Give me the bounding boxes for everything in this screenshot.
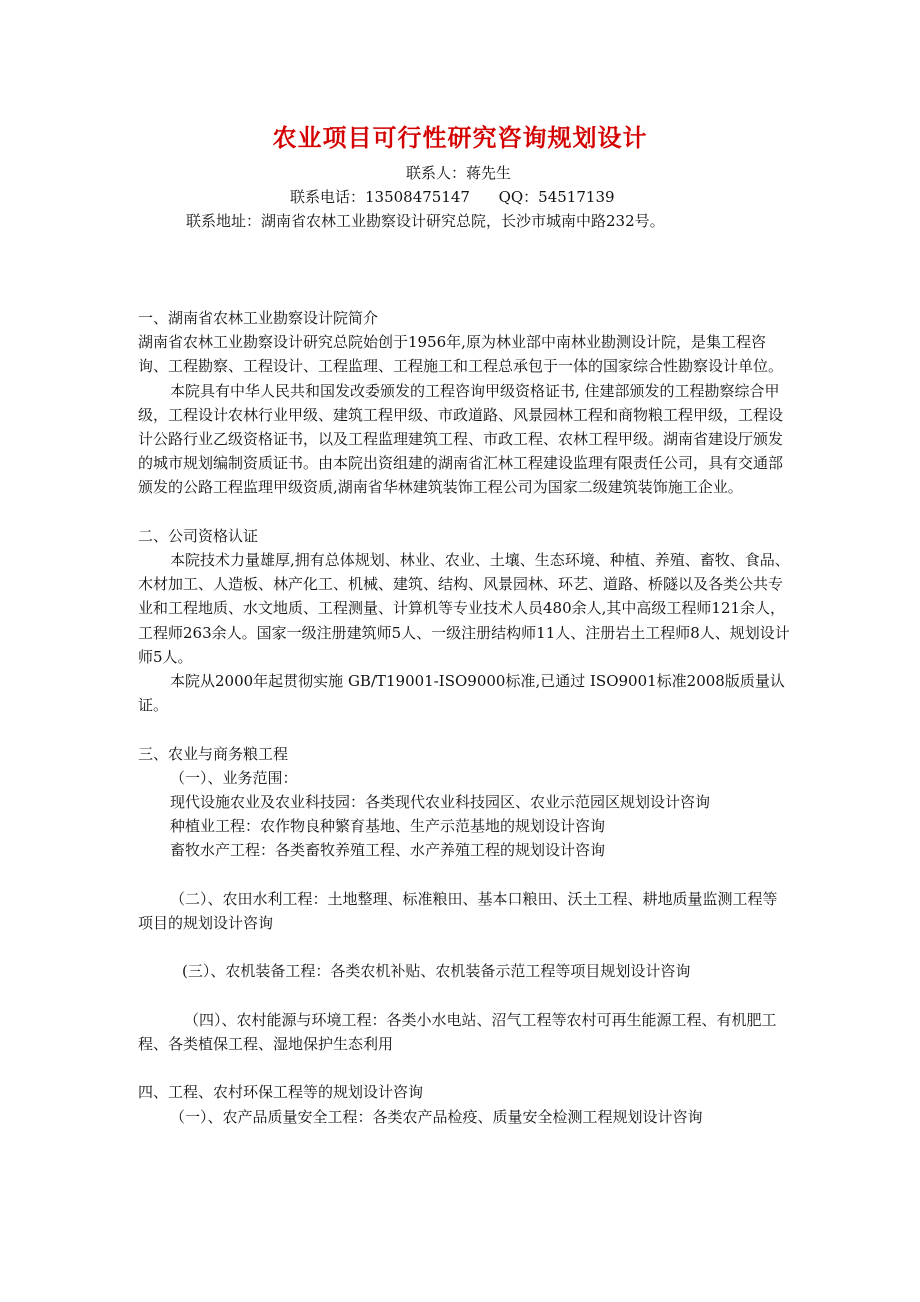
section-1-paragraph-1: 湖南省农林工业勘察设计研究总院始创于1956年,原为林业部中南林业勘测设计院，是集工程咨询、工程勘察、工程设计、工程监理、工程施工和工程总承包于一体的国家综合性勘察设计单位。: [138, 333, 784, 376]
section-1-heading: 一、湖南省农林工业勘察设计院简介: [138, 309, 379, 327]
contact-person: 联系人：蒋先生: [406, 164, 512, 182]
document-title: 农业项目可行性研究咨询规划设计: [272, 123, 648, 152]
spacer: [138, 984, 790, 1008]
spacer: [138, 935, 790, 959]
section-3-heading: 三、农业与商务粮工程: [138, 744, 289, 763]
section-4-subheading-1: （一）、农产品质量安全工程：各类农产品检疫、质量安全检测工程规划设计咨询: [170, 1107, 703, 1126]
spacer: [138, 717, 790, 741]
section-2-paragraph-1: 本院技术力量雄厚,拥有总体规划、林业、农业、土壤、生态环境、种植、养殖、畜牧、食品、木材加工、人造板、林产化工、机械、建筑、结构、风景园林、环艺、道路、桥隧以及各类公共专业和工程地质、水文地质、工程测量、计算机等专业技术人员480余人,其中高级工程师121余人，工程师263余人。国家一级注册建筑师5人、一级注册结构师11人、注册岩土工程师8人、规划设计师5人。: [138, 551, 790, 666]
spacer: [138, 863, 790, 887]
section-4-heading: 四、工程、农村环保工程等的规划设计咨询: [138, 1083, 424, 1102]
section-3-item-1: 现代设施农业及农业科技园：各类现代农业科技园区、农业示范园区规划设计咨询: [170, 793, 711, 812]
spacer: [138, 500, 790, 524]
section-3-subheading-3: (三）、农机装备工程：各类农机补贴、农机装备示范工程等项目规划设计咨询: [182, 962, 691, 981]
contact-address: 联系地址：湖南省农林工业勘察设计研究总院，长沙市城南中路232号。: [186, 212, 665, 230]
section-3-item-3: 畜牧水产工程：各类畜牧养殖工程、水产养殖工程的规划设计咨询: [170, 841, 606, 860]
section-3-item-2: 种植业工程：农作物良种繁育基地、生产示范基地的规划设计咨询: [170, 817, 606, 836]
spacer: [138, 1056, 790, 1080]
section-2-paragraph-2: 本院从2000年起贯彻实施 GB/T19001-ISO9000标准,已通过 ISO9001标准2008版质量认证。: [138, 672, 785, 715]
section-3-subheading-2: （二）、农田水利工程：土地整理、标准粮田、基本口粮田、沃土工程、耕地质量监测工程等项目的规划设计咨询: [138, 889, 778, 933]
contact-phone: 联系电话：13508475147 QQ：54517139: [290, 188, 615, 206]
section-1-paragraph-2: 本院具有中华人民共和国发改委颁发的工程咨询甲级资格证书, 住建部颁发的工程勘察综合甲级，工程设计农林行业甲级、建筑工程甲级、市政道路、风景园林工程和商物粮工程甲级，工程设计公路行业乙级资格证书，以及工程监理建筑工程、市政工程、农林工程甲级。湖南省建设厅颁发的城市规划编制资质证书。由本院出资组建的湖南省汇林工程建设监理有限责任公司，具有交通部颁发的公路工程监理甲级资质,湖南省华林建筑装饰工程公司为国家二级建筑装饰施工企业。: [138, 381, 784, 497]
section-3-subheading-1: （一）、业务范围：: [170, 768, 298, 787]
document-body: [138, 306, 790, 1129]
section-3-subheading-4: （四）、农村能源与环境工程：各类小水电站、沼气工程等农村可再生能源工程、有机肥工程、各类植保工程、湿地保护生态利用: [138, 1010, 777, 1054]
section-2-heading: 二、公司资格认证: [138, 526, 259, 545]
